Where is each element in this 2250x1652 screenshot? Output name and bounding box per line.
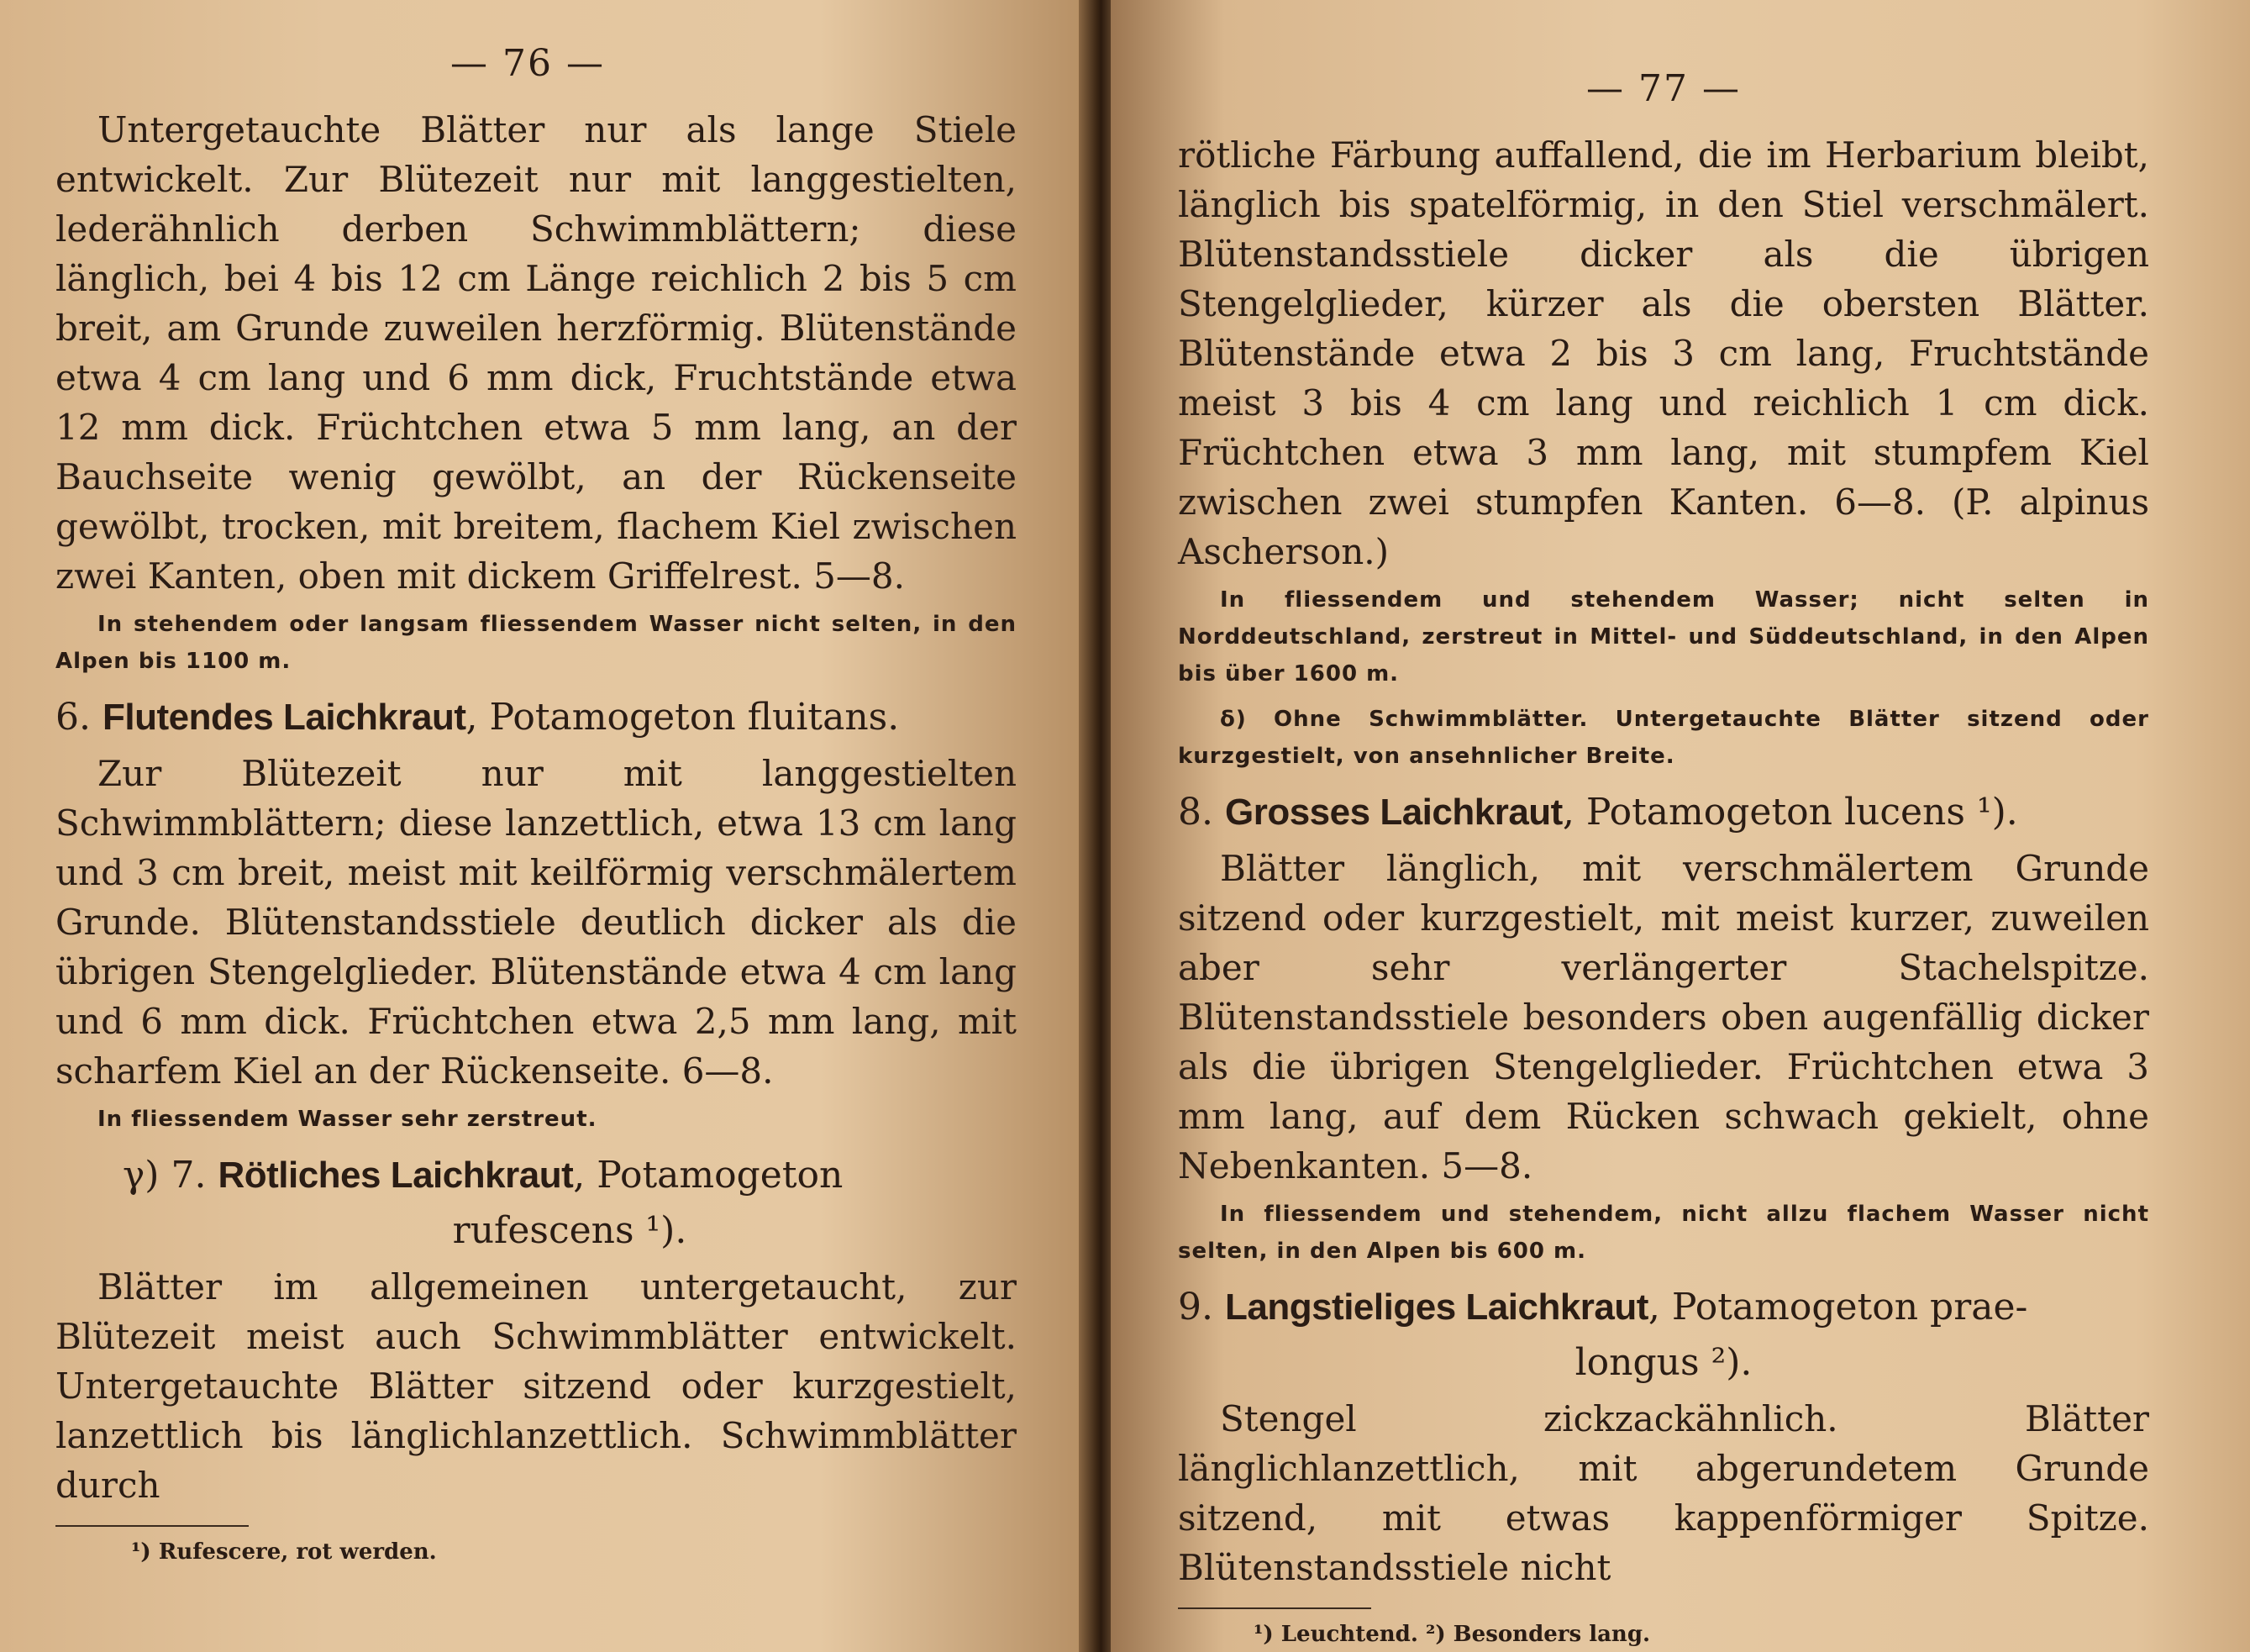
entry-number: 6. [55,696,91,739]
entry-common-name: Rötliches Laichkraut [218,1155,574,1196]
intro-paragraph: rötliche Färbung auffallend, die im Herbarium bleibt, länglich bis spatelförmig, in den Stiel verschmälert. Blütenstandsstiele dicker als die übrigen Stengelglieder, kürzer als die obersten Blätter. Blütenstände etwa 2 bis 3 cm lang, Fruchtstände meist 3 bis 4 cm lang und reichlich 1 cm dick. Früchtchen etwa 3 mm lang, mit stumpfem Kiel zwischen zwei stumpfen Kanten. 6—8. (P. alpinus Ascherson.) [1178,134,2149,572]
habitat-note: In fliessendem und stehendem Wasser; nicht selten in Norddeutschland, zerstreut in Mittel- und Süddeutschland, in den Alpen bis über 1600 m. [1178,587,2149,687]
entry-common-name: Langstieliges Laichkraut [1224,1286,1648,1328]
entry-heading-6 [55,690,1017,745]
entry-latin-name: , Potamogeton prae- [1648,1286,2028,1328]
habitat-note: In fliessendem Wasser sehr zerstreut. [97,1107,597,1132]
entry-latin-name-continued: rufescens ¹). [452,1209,687,1252]
habitat-note: In fliessendem und stehendem, nicht allzu flachem Wasser nicht selten, in den Alpen bis 600 m. [1178,1202,2149,1264]
entry-latin-name: , Potamogeton [573,1154,844,1197]
entry-description: Zur Blütezeit nur mit langgestielten Schwimmblättern; diese lanzettlich, etwa 13 cm lang und 3 cm breit, meist mit keilförmig verschmälertem Grunde. Blütenstandsstiele deutlich dicker als die übrigen Stengelglieder. Blütenstände etwa 4 cm lang und 6 mm dick. Früchtchen etwa 2,5 mm lang, mit scharfem Kiel an der Rückenseite. 6—8. [55,753,1017,1092]
left-page [0,0,1092,1652]
entry-latin-name: , Potamogeton lucens ¹). [1562,791,2018,834]
entry-common-name: Flutendes Laichkraut [102,697,466,738]
footnote: ¹) Rufescere, rot werden. [131,1539,437,1565]
entry-heading-8 [1178,785,2149,840]
footnote-rule [55,1525,249,1527]
entry-heading-9 [1178,1280,2149,1391]
entry-heading-7 [55,1148,1017,1259]
page-number: — 76 — [450,42,605,85]
entry-number: 8. [1178,791,1213,834]
entry-common-name: Grosses Laichkraut [1224,792,1563,833]
entry-number: γ) 7. [123,1154,207,1197]
entry-latin-name-continued: longus ²). [1574,1341,1753,1384]
page-number: — 77 — [1586,67,1741,110]
footnote-rule [1178,1607,1371,1609]
habitat-note: In stehendem oder langsam fliessendem Wasser nicht selten, in den Alpen bis 1100 m. [55,612,1017,674]
entry-number: 9. [1178,1286,1213,1328]
entry-description: Blätter im allgemeinen untergetaucht, zur Blütezeit meist auch Schwimmblätter entwickelt. Untergetauchte Blätter sitzend oder kurzgestielt, lanzettlich bis länglichlanzettlich. Schwimmblätter durch [55,1266,1017,1506]
section-note: δ) Ohne Schwimmblätter. Untergetauchte Blätter sitzend oder kurzgestielt, von ansehnlicher Breite. [1178,707,2149,769]
right-page [1111,0,2250,1652]
entry-description: Stengel zickzackähnlich. Blätter länglichlanzettlich, mit abgerundetem Grunde sitzend, mit etwas kappenförmiger Spitze. Blütenstandsstiele nicht [1178,1398,2149,1588]
entry-description: Blätter länglich, mit verschmälertem Grunde sitzend oder kurzgestielt, mit meist kurzer, zuweilen aber sehr verlängerter Stachelspitze. Blütenstandsstiele besonders oben augenfällig dicker als die übrigen Stengelglieder. Früchtchen etwa 3 mm lang, auf dem Rücken schwach gekielt, ohne Nebenkanten. 5—8. [1178,848,2149,1186]
entry-latin-name: , Potamogeton fluitans. [465,696,900,739]
footnote: ¹) Leuchtend. ²) Besonders lang. [1254,1622,1651,1647]
intro-paragraph: Untergetauchte Blätter nur als lange Stiele entwickelt. Zur Blütezeit nur mit langgestielten, lederähnlich derben Schwimmblättern; diese länglich, bei 4 bis 12 cm Länge reichlich 2 bis 5 cm breit, am Grunde zuweilen herzförmig. Blütenstände etwa 4 cm lang und 6 mm dick, Fruchtstände etwa 12 mm dick. Früchtchen etwa 5 mm lang, an der Bauchseite wenig gewölbt, an der Rückenseite gewölbt, trocken, mit breitem, flachem Kiel zwischen zwei Kanten, oben mit dickem Griffelrest. 5—8. [55,109,1017,597]
